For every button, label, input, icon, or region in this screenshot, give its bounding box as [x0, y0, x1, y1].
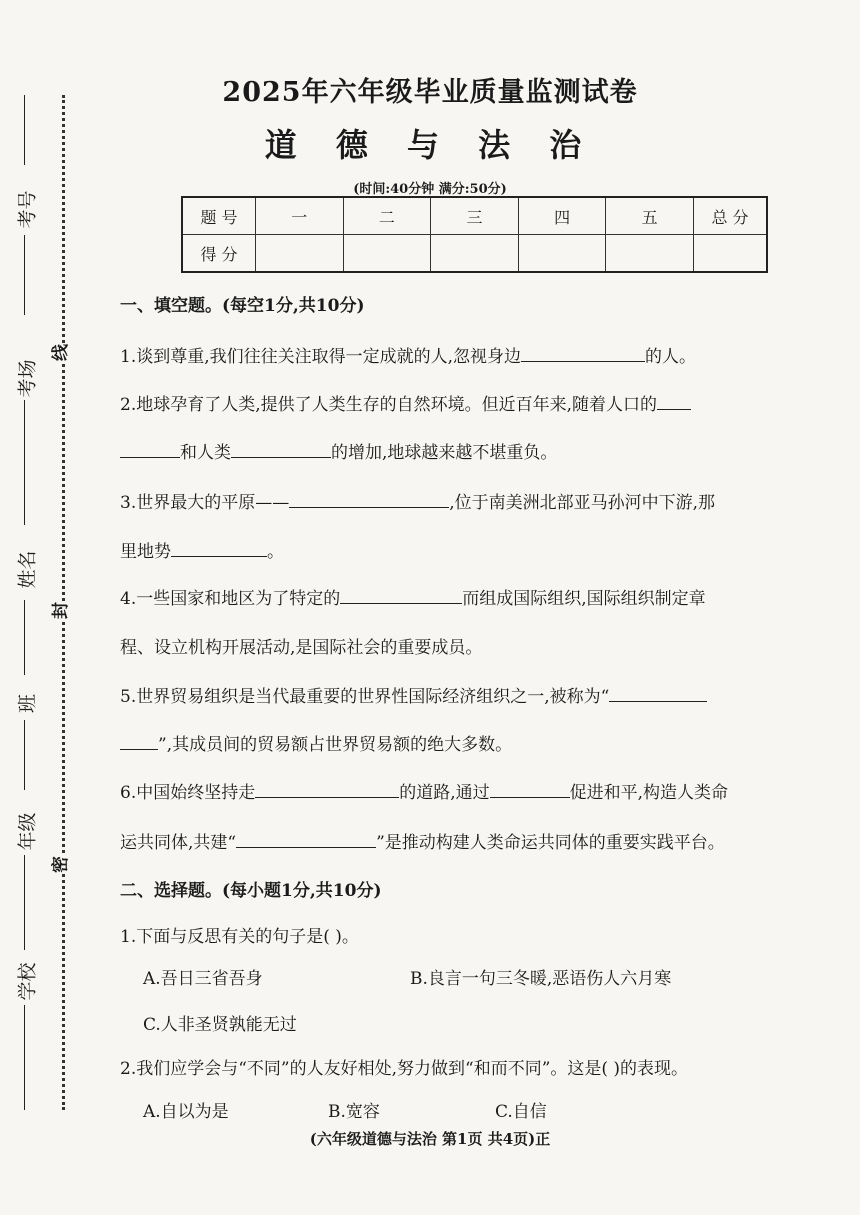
margin-label-exam-number: 考号: [16, 190, 39, 229]
section2-heading: 二、选择题。(每小题1分,共10分): [120, 881, 382, 901]
question-2-2-stem: 2.我们应学会与“不同”的人友好相处,努力做到“和而不同”。这是( )的表现。: [120, 1059, 689, 1079]
score-table-header-row: [182, 197, 767, 235]
question-2-1-option-c[interactable]: C.人非圣贤孰能无过: [143, 1015, 297, 1035]
score-cell: 三: [431, 197, 519, 235]
subject-title: 道 德 与 法 治: [264, 126, 596, 164]
question-2-2-option-c[interactable]: C.自信: [495, 1102, 547, 1122]
answer-blank[interactable]: [255, 779, 399, 798]
margin-label-school: 学校: [16, 962, 39, 1001]
question-1-4-cont: 程、设立机构开展活动,是国际社会的重要成员。: [120, 638, 483, 658]
question-1-6-cont: 运共同体,共建“ ”是推动构建人类命运共同体的重要实践平台。: [120, 828, 830, 853]
score-cell-input[interactable]: [343, 235, 431, 273]
question-1-4: 4.一些国家和地区为了特定的 而组成国际组织,国际组织制定章: [120, 584, 830, 609]
time-info: (时间:40分钟 满分:50分): [353, 182, 507, 197]
question-1-5-cont: ”,其成员间的贸易额占世界贸易额的绝大多数。: [120, 730, 830, 755]
score-cell: 四: [518, 197, 606, 235]
exam-title: 2025年六年级毕业质量监测试卷: [222, 77, 638, 108]
question-2-2-option-b[interactable]: B.宽容: [328, 1102, 380, 1122]
answer-blank[interactable]: [120, 731, 158, 750]
margin-rule: [24, 720, 25, 790]
question-1-1: 1.谈到尊重,我们往往关注取得一定成就的人,忽视身边 的人。: [120, 342, 830, 367]
score-cell: 五: [606, 197, 694, 235]
margin-rule: [24, 400, 25, 525]
answer-blank[interactable]: [120, 439, 180, 458]
question-2-1-option-b[interactable]: B.良言一句三冬暖,恶语伤人六月寒: [410, 969, 672, 989]
score-cell: 一: [256, 197, 344, 235]
margin-label-exam-room: 考场: [16, 359, 39, 398]
answer-blank[interactable]: [657, 391, 691, 410]
score-table: [181, 196, 768, 273]
margin-label-name: 姓名: [16, 550, 39, 589]
section1-heading: 一、填空题。(每空1分,共10分): [120, 296, 365, 316]
margin-rule: [24, 235, 25, 315]
score-cell-input[interactable]: [256, 235, 344, 273]
question-1-3: 3.世界最大的平原—— ,位于南美洲北部亚马孙河中下游,那: [120, 488, 830, 513]
answer-blank[interactable]: [171, 538, 267, 557]
score-cell-input[interactable]: [606, 235, 694, 273]
score-cell-input[interactable]: [431, 235, 519, 273]
score-cell: 二: [343, 197, 431, 235]
seal-mark-line: 线: [46, 344, 71, 361]
question-1-3-cont: 里地势 。: [120, 537, 830, 562]
answer-blank[interactable]: [609, 683, 707, 702]
answer-blank[interactable]: [231, 439, 331, 458]
seal-mark-secret: 密: [46, 856, 71, 873]
question-1-2: 2.地球孕育了人类,提供了人类生存的自然环境。但近百年来,随着人口的: [120, 390, 830, 415]
margin-label-grade: 年级: [16, 812, 39, 851]
question-1-6: 6.中国始终坚持走 的道路,通过 促进和平,构造人类命: [120, 778, 830, 803]
question-2-1-stem: 1.下面与反思有关的句子是( )。: [120, 927, 359, 947]
answer-blank[interactable]: [340, 585, 462, 604]
answer-blank[interactable]: [289, 489, 449, 508]
question-2-1-option-a[interactable]: A.吾日三省吾身: [143, 969, 263, 989]
score-cell: 题 号: [182, 197, 256, 235]
margin-label-class: 班: [16, 694, 39, 714]
answer-blank[interactable]: [236, 829, 376, 848]
page-footer: (六年级道德与法治 第1页 共4页)正: [309, 1130, 551, 1148]
margin-rule: [24, 600, 25, 675]
answer-blank[interactable]: [521, 343, 645, 362]
score-cell-input[interactable]: [694, 235, 768, 273]
score-cell-input[interactable]: [518, 235, 606, 273]
seal-mark-seal: 封: [46, 602, 71, 619]
answer-blank[interactable]: [490, 779, 570, 798]
question-2-2-option-a[interactable]: A.自以为是: [143, 1102, 229, 1122]
score-table-score-row: [182, 235, 767, 273]
margin-rule: [24, 855, 25, 950]
score-cell: 得 分: [182, 235, 256, 273]
score-cell: 总 分: [694, 197, 768, 235]
margin-rule: [24, 1005, 25, 1110]
question-1-5: 5.世界贸易组织是当代最重要的世界性国际经济组织之一,被称为“: [120, 682, 830, 707]
question-1-2-cont: 和人类 的增加,地球越来越不堪重负。: [120, 438, 830, 463]
